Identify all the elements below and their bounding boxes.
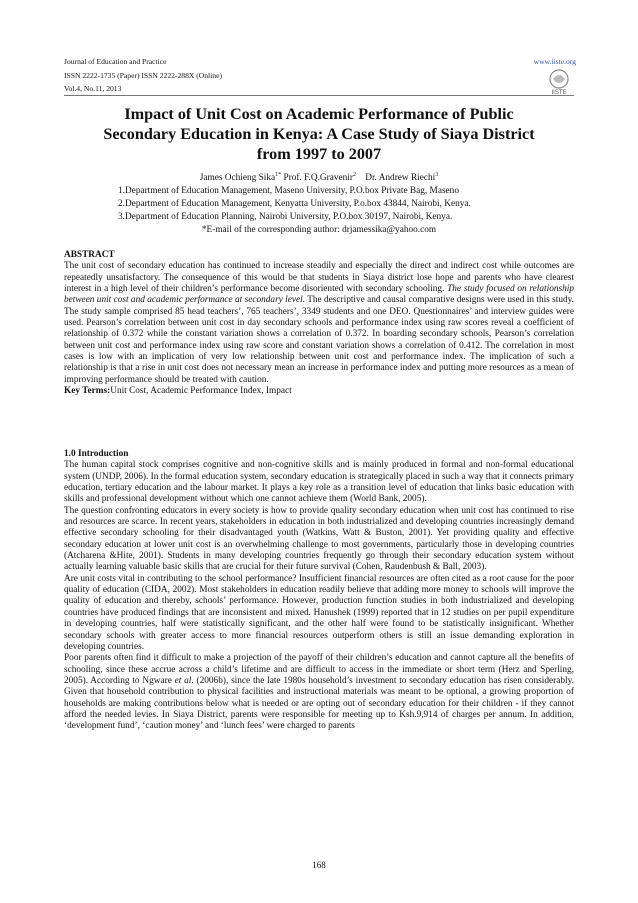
key-terms-value: Unit Cost, Academic Performance Index, Impact — [110, 386, 292, 397]
author-2: Prof. F.Q.Gravenir — [283, 173, 353, 184]
corresponding-email: *E-mail of the corresponding author: drjamessika@yahoo.com — [201, 225, 437, 235]
author-list — [64, 172, 574, 183]
title-line-3: from 1997 to 2007 — [256, 145, 382, 163]
title-line-1: Impact of Unit Cost on Academic Performance of Public — [124, 105, 514, 123]
intro-paragraph-1: The human capital stock comprises cognitive and non-cognitive skills and is mainly produced in formal and non-formal educational system (UNDP, 2006). In the formal education system, secondary education is strategically placed in such a way that it connects primary education, tertiary education and the labour market. It plays a key role as a transition level of education that links basic education with skills and professional development without which one cannot achieve them (World Bank, 2005). — [64, 460, 574, 505]
page-number: 168 — [312, 860, 326, 870]
abstract-text: The unit cost of secondary education has continued to increase steadily and especially the direct and indirect cost while outcomes are repeatedly unsatisfactory. The consequence of this would be that students in Siaya district lose hope and parents who have clearest interest in a high level of their children’s performance become disoriented with secondary schooling. The study focused on relationship between unit cost and academic performance at secondary level. The descriptive and causal comparative designs were used in this study. The study sample comprised 85 head teachers’, 765 teachers’, 3349 students and one DEO. Questionnaires’ and interview guides were used. Pearson’s correlation between unit cost in day secondary schools and performance index using raw scores reveal a coefficient of relationship of 0.372 while the constant variation shows a correlation of 0.372. In boarding secondary schools, Pearson’s correlation between unit cost and performance index using raw score and constant variation shows a correlation of 0.412. The correlation in most cases is low with an implication of very low relationship between unit cost and performance index. The implication of such a relationship is that a rise in unit cost does not necessary mean an increase in performance index and putting more resources as a mean of improving performance should be treated with caution. — [64, 261, 574, 385]
abstract-heading: ABSTRACT — [64, 250, 115, 260]
intro-paragraph-4: Poor parents often find it difficult to make a projection of the payoff of their children’s education and cannot capture all the benefits of schooling, since these accrue across a child’s lifetime and are difficult to access in the immediate or short term (Herz and Sperling, 2005). According to Ngware et al. (2006b), since the late 1980s household’s investment to secondary education has risen considerably. Given that household contribution to physical facilities and instructional materials was meant to be optional, a growing proportion of households are making contributions below what is needed or are opting out of secondary education for their children - if they cannot afford the needed levies. In Siaya District, parents were responsible for meeting up to Ksh.9,914 of charges per annum. In addition, ‘development fund’, ‘caution money’ and ‘lunch fees’ were charged to parents — [64, 653, 574, 732]
author-3-sup: 3 — [435, 172, 439, 178]
volume-line: Vol.4, No.11, 2013 — [64, 84, 122, 93]
paper-title — [70, 104, 568, 164]
issn-line: ISSN 2222-1735 (Paper) ISSN 2222-288X (Online) — [64, 71, 222, 80]
author-2-sup: 2 — [352, 172, 356, 178]
key-terms — [64, 386, 574, 397]
author-3: Dr. Andrew Riechi — [365, 173, 436, 184]
iiste-logo-icon — [544, 68, 574, 96]
affiliation-2: 2.Department of Education Management, Kenyatta University, P.o.box 43844, Nairobi, Kenya. — [118, 199, 471, 209]
intro-paragraph-3: Are unit costs vital in contributing to the school performance? Insufficient financial resources are often cited as a root cause for the poor quality of education (CIDA, 2002). Most stakeholders in education readily believe that adding more money to schools will improve the quality of education and thereby, schools’ performance. However, production function studies in both industrialized and developing countries have produced findings that are inconsistent and mixed. Hanushek (1999) reported that in 12 studies on per pupil expenditure in developing countries, half were statistically significant, and the other half were found to be statistically insignificant. Whether secondary schools with greater access to more financial resources outperform others is still an issue demanding exploration in developing countries. — [64, 573, 574, 652]
journal-name: Journal of Education and Practice — [64, 57, 167, 66]
affiliation-1: 1.Department of Education Management, Maseno University, P.O.box Private Bag, Maseno — [118, 186, 459, 196]
journal-url-link[interactable]: www.iiste.org — [533, 57, 576, 66]
intro-paragraph-2: The question confronting educators in every society is how to provide quality secondary education when unit cost has continued to rise and resources are scarce. In recent years, stakeholders in education in both industrialized and developing countries increasingly demand effective secondary schooling for their disadvantaged youth (Watkins, Watt & Buston, 2001). Yet providing quality and effective secondary education at lower unit cost is an overwhelming challenge to most governments, particularly those in developing countries (Atcharena &Hite, 2001). Students in many developing countries frequently go through their secondary education system without actually learning valuable basic skills that are crucial for their future survival (Cohen, Raudenbush & Ball, 2003). — [64, 505, 574, 573]
title-line-2: Secondary Education in Kenya: A Case Study of Siaya District — [103, 125, 535, 143]
logo-text: IISTE — [551, 90, 567, 96]
abstract-section — [64, 250, 574, 397]
header-divider — [64, 95, 574, 96]
introduction-section — [64, 449, 574, 733]
affiliation-3: 3.Department of Education Planning, Nairobi University, P.O.box 30197, Nairobi, Kenya. — [118, 212, 453, 222]
key-terms-label: Key Terms: — [64, 386, 111, 397]
author-1-sup: 1* — [275, 172, 282, 178]
author-1: James Ochieng Sika — [199, 173, 276, 184]
introduction-heading: 1.0 Introduction — [64, 449, 129, 459]
